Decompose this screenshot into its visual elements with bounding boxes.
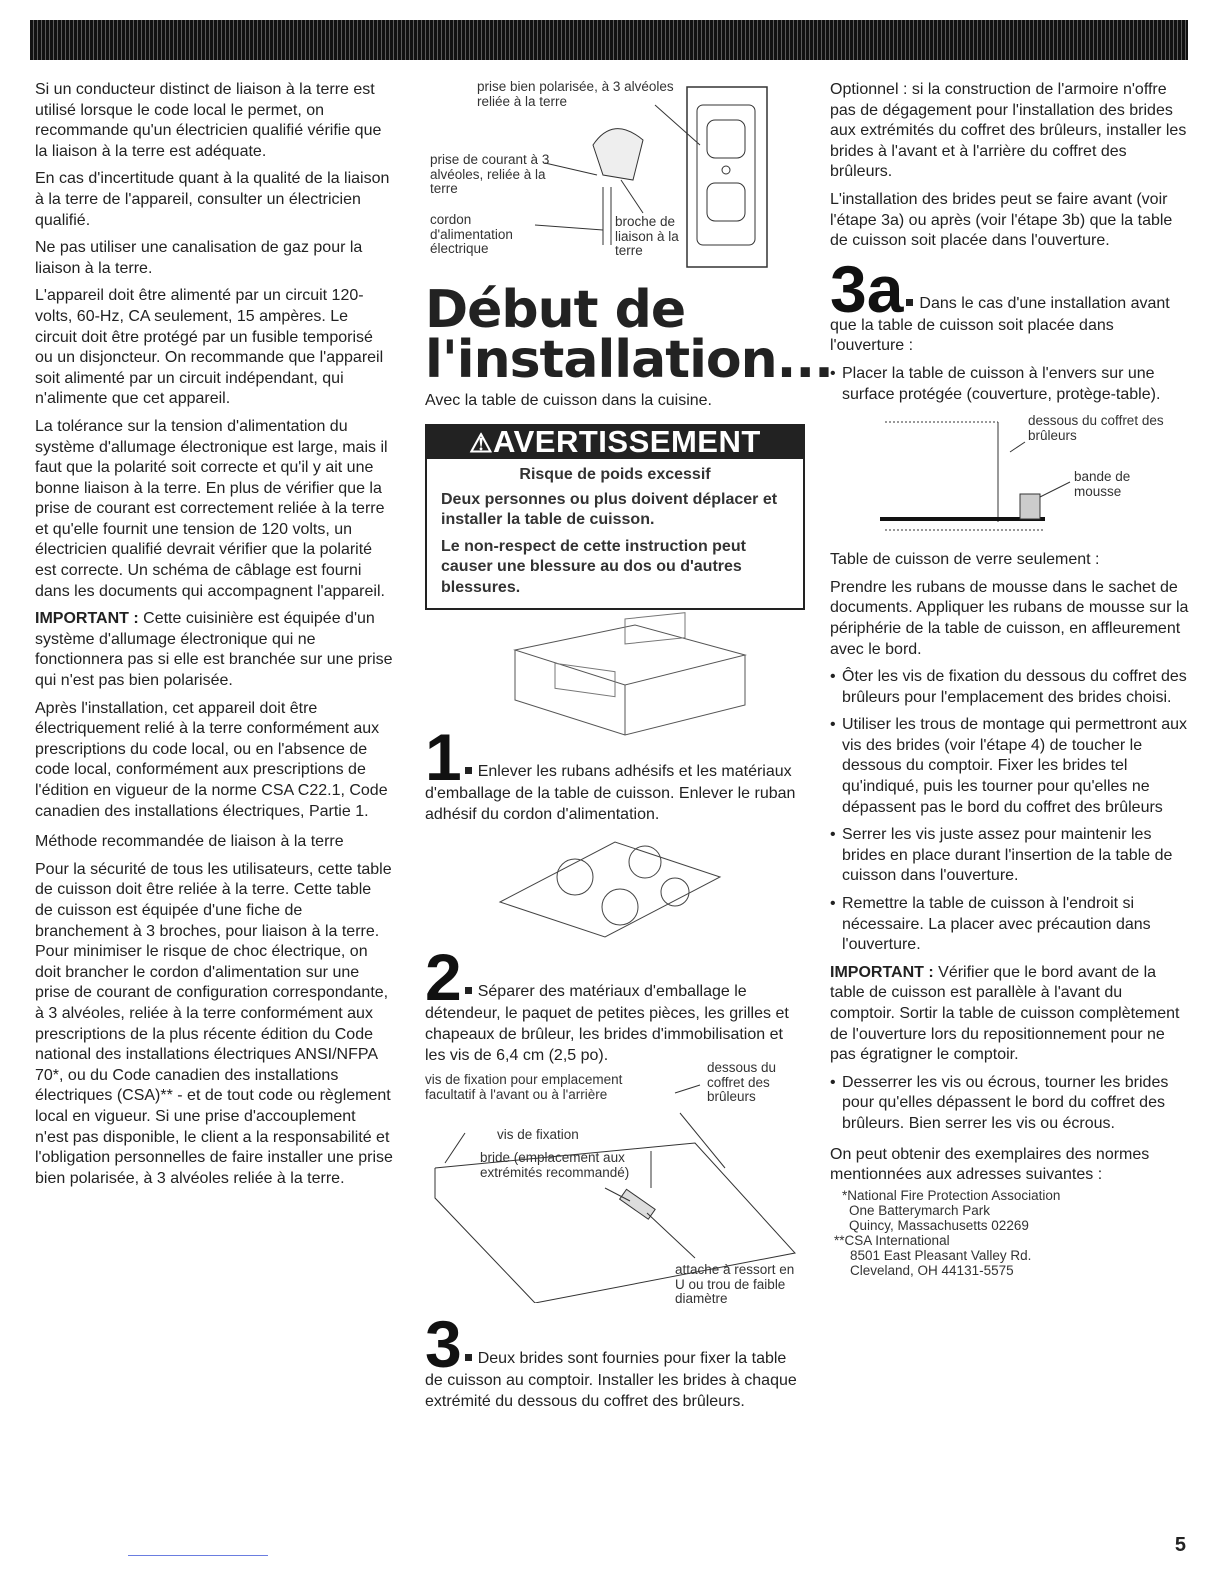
paragraph: Après l'installation, cet appareil doit être électriquement relié à la terre conformément aux prescriptions du code local, ou en l'absence de code local, conformément aux prescriptions de l'édition en vigueur de la norme CSA C22.1, Code canadien des installations électriques, Partie 1. [35, 699, 388, 820]
address-line: *National Fire Protection Association [842, 1187, 1061, 1203]
paragraph: Si un conducteur distinct de liaison à la terre est utilisé lorsque le code local le permet, on recommande qu'un électricien qualifié vérifie que la liaison à la terre est adéquate. [35, 81, 382, 160]
label-polarized-outlet: prise bien polarisée, à 3 alvéoles reliée à la terre [477, 79, 674, 109]
warning-header [427, 423, 803, 460]
warning-subtitle: Risque de poids excessif [519, 466, 711, 484]
step-number: 1 [425, 720, 462, 795]
address-line: One Batterymarch Park [849, 1202, 991, 1218]
column-left [35, 80, 393, 1196]
list-item: • Desserrer les vis ou écrous, tourner les brides pour qu'elles dépassent le bord du coffret des brûleurs. Bien serrer les vis ou écrous. [830, 1073, 1190, 1135]
heading-line-2: l'installation... [425, 330, 833, 390]
important-label: IMPORTANT : [830, 963, 934, 981]
paragraph: On peut obtenir des exemplaires des normes mentionnées aux adresses suivantes : [830, 1145, 1150, 1184]
label-burner-box-underside: dessous du coffret des brûleurs [1028, 413, 1164, 443]
header-bar [30, 20, 1188, 60]
step-3a [830, 251, 1190, 357]
step-number: 2 [425, 940, 462, 1015]
label-optional-screw: vis de fixation pour emplacement facultatif à l'avant ou à l'arrière [425, 1072, 623, 1102]
important-label: IMPORTANT : [35, 610, 139, 628]
step-number: 3a [830, 251, 904, 326]
column-right [830, 80, 1190, 1278]
burner-grates-illustration [425, 832, 805, 942]
warning-triangle-icon: ⚠ [469, 427, 494, 458]
bullet-square [465, 767, 472, 774]
label-plug: prise de courant à 3 alvéoles, reliée à la terre [430, 152, 550, 196]
step-2 [425, 940, 805, 1066]
important-paragraph [35, 609, 393, 691]
list-item: • Ôter les vis de fixation du dessous du coffret des brûleurs pour l'emplacement des brides choisi. [830, 667, 1190, 708]
bullet-list [830, 667, 1190, 956]
step-number: 3 [425, 1307, 462, 1382]
label-spring-clip: attache à ressort en U ou trou de faible diamètre [675, 1262, 795, 1307]
warning-box [425, 424, 805, 611]
footer-divider [128, 1555, 268, 1556]
warning-line: Le non-respect de cette instruction peut causer une blessure au dos ou d'autres blessures. [441, 537, 746, 596]
paragraph: Table de cuisson de verre seulement : [830, 551, 1100, 569]
step-text: Dans le cas d'une installation avant que la table de cuisson soit placée dans l'ouverture : [830, 294, 1170, 355]
address-line: 8501 East Pleasant Valley Rd. [850, 1247, 1032, 1263]
paragraph: L'appareil doit être alimenté par un circuit 120-volts, 60-Hz, CA seulement, 15 ampères. Le circuit doit être protégé par un fusible temporisé ou un disjoncteur. On recommande que l'appareil soit alimenté par un circuit indépendant, qui n'alimente que cet appareil. [35, 287, 384, 408]
address-csa [834, 1233, 1190, 1278]
warning-title: AVERTISSEMENT [493, 423, 761, 459]
list-item: • Remettre la table de cuisson à l'endroit si nécessaire. La placer avec précaution dans l'ouverture. [830, 894, 1190, 956]
address-line: Quincy, Massachusetts 02269 [849, 1217, 1029, 1233]
bullet-list [830, 364, 1190, 405]
important-paragraph [830, 963, 1190, 1066]
label-burner-box-underside: dessous du coffret des brûleurs [707, 1060, 777, 1105]
paragraph: La tolérance sur la tension d'alimentation du système d'allumage électronique est large, mais il faut que la polarité soit correcte et qu'il y ait une bonne liaison à la terre. En plus de vérifier que la prise de courant est correctement reliée à la terre et qu'elle fournit une tension de 120 volts, un électricien qualifié devrait vérifier que la polarité est correcte. Un schéma de câblage est fourni dans les documents qui accompagnent l'appareil. [35, 417, 388, 600]
list-item: • Utiliser les trous de montage qui permettront aux vis des brides (voir l'étape 4) de toucher le dessous du comptoir. Fixer les brides tel qu'indiqué, puis les tourner pour qu'elles ne dépassent pas le bord du coffret des brûleurs [830, 715, 1190, 818]
grates-figure [425, 832, 805, 942]
paragraph: Prendre les rubans de mousse dans le sachet de documents. Appliquer les rubans de mousse sur la périphérie de la table de cuisson, en affleurement avec le bord. [830, 578, 1189, 658]
foam-figure [830, 412, 1190, 542]
column-middle [425, 75, 833, 1419]
paragraph: Optionnel : si la construction de l'armoire n'offre pas de dégagement pour l'installation des brides aux extrémités du coffret des brûleurs, installer les brides à l'avant et à l'arrière du coffret des brûleurs. [830, 81, 1187, 181]
cooktop-packaging-illustration [425, 610, 805, 750]
bracket-figure [425, 1060, 805, 1307]
step-3 [425, 1307, 805, 1412]
paragraph: En cas d'incertitude quant à la qualité de la liaison à la terre de l'appareil, consulter un électricien qualifié. [35, 170, 390, 229]
label-foam-strip: bande de mousse [1074, 469, 1131, 499]
address-line: **CSA International [834, 1232, 950, 1248]
important-text: Vérifier que le bord avant de la table de cuisson est parallèle à l'avant du comptoir. Sortir la table de cuisson complètement de l'ouverture lors du repositionnement pour ne pas égratigner le comptoir. [830, 963, 1180, 1064]
intro-text: Avec la table de cuisson dans la cuisine. [425, 392, 712, 409]
bullet-square [465, 1354, 472, 1361]
bullet-square [465, 987, 472, 994]
address-line: Cleveland, OH 44131-5575 [850, 1262, 1014, 1278]
list-item: • Placer la table de cuisson à l'envers sur une surface protégée (couverture, protège-table). [830, 364, 1190, 405]
page-number: 5 [1174, 1534, 1186, 1556]
label-bracket: bride (emplacement aux extrémités recommandé) [480, 1150, 630, 1180]
section-heading [425, 280, 833, 390]
warning-line: Deux personnes ou plus doivent déplacer et installer la table de cuisson. [441, 490, 778, 529]
heading-line-1: Début de [425, 280, 686, 340]
step-text: Enlever les rubans adhésifs et les matériaux d'emballage de la table de cuisson. Enlever le ruban adhésif du cordon d'alimentation. [425, 763, 796, 823]
step-text: Deux brides sont fournies pour fixer la table de cuisson au comptoir. Installer les brides à chaque extrémité du dessous du coffret des brûleurs. [425, 1350, 797, 1410]
label-screw: vis de fixation [497, 1127, 579, 1143]
cooktop-packaging-figure [425, 610, 805, 750]
paragraph: L'installation des brides peut se faire avant (voir l'étape 3a) ou après (voir l'étape 3b) que la table de cuisson soit placée dans l'ouverture. [830, 190, 1173, 250]
paragraph: Pour la sécurité de tous les utilisateurs, cette table de cuisson doit être reliée à la terre. Cette table de cuisson est équipée d'une fiche de branchement à 3 broches, pour liaison à la terre. Pour minimiser le risque de choc électrique, on doit brancher le cordon d'alimentation sur une prise de courant de configuration correspondante, à 3 alvéoles, reliée à la terre conformément aux prescriptions de la plus récente édition du Code national des installations électriques ANSI/NFPA 70*, ou du Code canadien des installations électriques (CSA)** - et de tout code ou règlement local en vigueur. Si une prise d'accouplement n'est pas disponible, le client a la responsabilité et l'obligation personnelles de faire installer une prise bien polarisée, à 3 alvéoles reliée à la terre. [35, 860, 393, 1187]
step-text: Séparer des matériaux d'emballage le détendeur, le paquet de petites pièces, les grilles et chapeaux de brûleur, les brides d'immobilisation et les vis de 6,4 cm (2,5 po). [425, 983, 789, 1064]
label-ground-pin: broche de liaison à la terre [615, 214, 679, 258]
important-text: Cette cuisinière est équipée d'un système d'allumage électronique qui ne fonctionnera pas si elle est branchée sur une prise qui n'est pas bien polarisée. [35, 610, 393, 690]
list-item: • Serrer les vis juste assez pour maintenir les brides en place durant l'insertion de la table de cuisson dans l'ouverture. [830, 825, 1190, 887]
bullet-list [830, 1073, 1190, 1135]
bullet-square [906, 299, 913, 306]
label-cord: cordon d'alimentation électrique [430, 212, 513, 256]
address-nfpa [842, 1188, 1190, 1233]
section-subtitle: Méthode recommandée de liaison à la terre [35, 833, 344, 851]
paragraph: Ne pas utiliser une canalisation de gaz pour la liaison à la terre. [35, 239, 363, 277]
outlet-figure [425, 75, 805, 275]
warning-body [427, 459, 803, 608]
